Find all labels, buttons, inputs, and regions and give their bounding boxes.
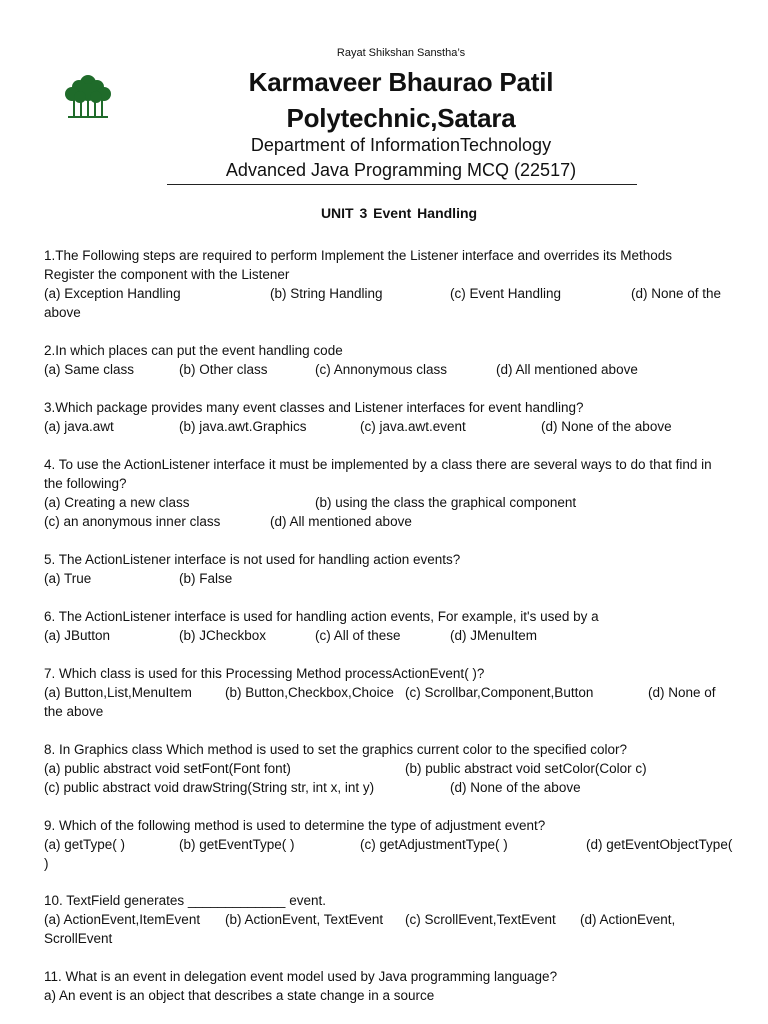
option-b: (b) ActionEvent, TextEvent (225, 912, 384, 927)
option-d: (d) All mentioned above (270, 514, 412, 529)
question-text-cont: the following? (44, 476, 127, 491)
option-c: (c) All of these (315, 628, 401, 643)
society-name: Rayat Shikshan Sanstha’s (336, 47, 466, 59)
options-row (44, 778, 744, 797)
option-a: (a) ActionEvent,ItemEvent (44, 912, 201, 927)
question-text: 11. What is an event in delegation event model used by Java programming language? (44, 969, 558, 984)
option-c: (c) Event Handling (450, 286, 562, 301)
option-c: (c) public abstract void drawString(String str, int x, int y) (44, 780, 375, 795)
option-d: (d) JMenuItem (450, 628, 538, 643)
options-row (44, 569, 744, 588)
college-name-line2: Polytechnic,Satara (286, 103, 516, 133)
options-row (44, 417, 744, 436)
question-text: 2.In which places can put the event handling code (44, 343, 343, 358)
option-a: (a) True (44, 571, 92, 586)
question-text: 8. In Graphics class Which method is used to set the graphics current color to the specified color? (44, 742, 628, 757)
option-c: (c) an anonymous inner class (44, 514, 221, 529)
option-a: (a) Exception Handling (44, 286, 181, 301)
options-row (44, 284, 744, 303)
option-wrap: ) (44, 856, 49, 871)
option-a: a) An event is an object that describes a state change in a source (44, 988, 435, 1003)
question-block-11 (44, 967, 744, 1005)
option-b: (b) getEventType( ) (179, 837, 295, 852)
question-text: 10. TextField generates _____________ event. (44, 893, 326, 908)
question-block-5 (44, 550, 744, 588)
option-b: (b) Button,Checkbox,Choice (225, 685, 394, 700)
question-text: 7. Which class is used for this Processing Method processActionEvent( )? (44, 666, 485, 681)
unit-title: UNIT 3 Event Handling (320, 205, 478, 221)
option-wrap: ScrollEvent (44, 931, 113, 946)
option-a: (a) Creating a new class (44, 495, 190, 510)
option-a: (a) java.awt (44, 419, 114, 434)
options-row (44, 512, 744, 531)
question-text: 3.Which package provides many event classes and Listener interfaces for event handling? (44, 400, 584, 415)
options-row (44, 835, 744, 854)
question-block-8 (44, 740, 744, 797)
question-block-6 (44, 607, 744, 645)
question-text: 9. Which of the following method is used to determine the type of adjustment event? (44, 818, 546, 833)
option-a: (a) public abstract void setFont(Font font) (44, 761, 291, 776)
question-text: 1.The Following steps are required to perform Implement the Listener interface and overrides its Methods (44, 248, 673, 263)
option-b: (b) Other class (179, 362, 268, 377)
question-text: 4. To use the ActionListener interface it must be implemented by a class there are several ways to do that find in (44, 457, 712, 472)
option-b: (b) using the class the graphical component (315, 495, 577, 510)
option-a: (a) Same class (44, 362, 135, 377)
college-name (0, 64, 768, 136)
course-title: Advanced Java Programming MCQ (22517) (225, 160, 577, 180)
option-a: (a) Button,List,MenuItem (44, 685, 192, 700)
question-block-4 (44, 455, 744, 531)
option-wrap: the above (44, 704, 104, 719)
question-text-cont: Register the component with the Listener (44, 267, 290, 282)
options-row (44, 683, 744, 702)
options-row (44, 910, 744, 929)
option-b: (b) java.awt.Graphics (179, 419, 307, 434)
question-text: 6. The ActionListener interface is used for handling action events, For example, it's used by a (44, 609, 599, 624)
option-c: (c) Annonymous class (315, 362, 448, 377)
options-row (44, 626, 744, 645)
option-d: (d) None of (648, 685, 716, 700)
option-d: (d) ActionEvent, (580, 912, 676, 927)
option-b: (b) JCheckbox (179, 628, 267, 643)
option-a: (a) JButton (44, 628, 111, 643)
question-block-7 (44, 664, 744, 721)
option-c: (c) ScrollEvent,TextEvent (405, 912, 556, 927)
option-wrap: above (44, 305, 81, 320)
option-c: (c) java.awt.event (360, 419, 466, 434)
option-d: (d) None of the above (541, 419, 672, 434)
option-b: (b) public abstract void setColor(Color c) (405, 761, 647, 776)
question-block-10 (44, 891, 744, 948)
options-row (44, 360, 744, 379)
option-a: (a) getType( ) (44, 837, 126, 852)
college-name-line1: Karmaveer Bhaurao Patil (248, 67, 554, 97)
option-b: (b) False (179, 571, 233, 586)
question-block-2 (44, 341, 744, 379)
header-divider (167, 184, 637, 185)
question-text: 5. The ActionListener interface is not used for handling action events? (44, 552, 461, 567)
option-b: (b) String Handling (270, 286, 383, 301)
option-d: (d) getEventObjectType( (586, 837, 733, 852)
question-block-1 (44, 246, 744, 322)
department-title: Department of InformationTechnology (250, 135, 552, 155)
option-d: (d) None of the above (450, 780, 581, 795)
question-block-9 (44, 816, 744, 873)
option-d: (d) All mentioned above (496, 362, 638, 377)
question-block-3 (44, 398, 744, 436)
options-row (44, 759, 744, 778)
options-row (44, 493, 744, 512)
option-c: (c) getAdjustmentType( ) (360, 837, 508, 852)
option-c: (c) Scrollbar,Component,Button (405, 685, 594, 700)
option-d: (d) None of the (631, 286, 722, 301)
